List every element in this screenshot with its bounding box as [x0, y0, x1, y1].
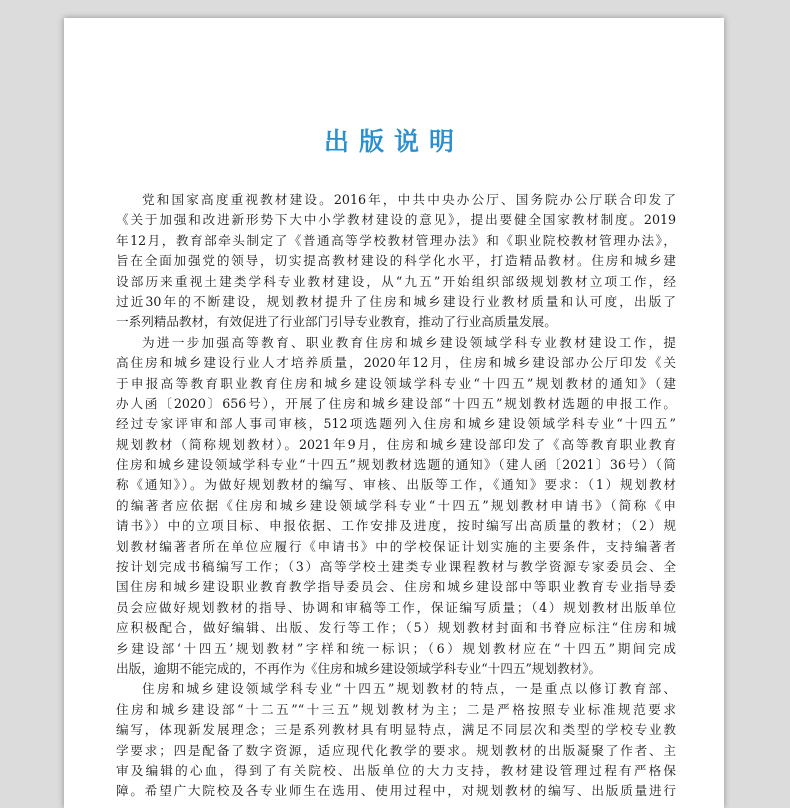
- paragraph-line: 党和国家高度重视教材建设。2016年，中共中央办公厅、国务院办公厅联合印发了: [142, 192, 676, 207]
- paragraph-line: 经过专家评审和部人事司审核，512项选题列入住房和城乡建设领域学科专业“十四五”: [116, 416, 676, 432]
- paragraph-line: 旨在全面加强党的领导，切实提高教材建设的科学化水平，打造精品教材。住房和城乡建: [116, 253, 676, 269]
- paragraph-line: 乡建设部‘十四五’规划教材”字样和统一标识；（6）规划教材应在“十四五”期间完成: [116, 640, 676, 656]
- paragraph-line: 年12月，教育部牵头制定了《普通高等学校教材管理办法》和《职业院校教材管理办法》，: [116, 232, 676, 248]
- paragraph-line: 划教材编著者所在单位应履行《申请书》中的学校保证计划实施的主要条件，支持编著者: [116, 538, 676, 554]
- paragraph-line: 于申报高等教育职业教育住房和城乡建设领域学科专业“十四五”规划教材的通知》（建: [116, 375, 676, 391]
- paragraph-line: 按计划完成书稿编写工作；（3）高等学校土建类专业课程教材与教学资源专家委员会、全: [116, 559, 676, 575]
- paragraph-line: 高住房和城乡建设行业人才培养质量，2020年12月，住房和城乡建设部办公厅印发《关: [116, 355, 676, 371]
- document-page: [64, 18, 724, 808]
- paragraph-line: 《关于加强和改进新形势下大中小学教材建设的意见》，提出要健全国家教材制度。2019: [116, 212, 676, 228]
- paragraph-line: 为进一步加强高等教育、职业教育住房和城乡建设领域学科专业教材建设工作，提: [142, 334, 676, 350]
- paragraph-line: 出版，逾期不能完成的，不再作为《住房和城乡建设领域学科专业“十四五”规划教材》。: [116, 660, 602, 676]
- paragraph-line: 过近30年的不断建设，规划教材提升了住房和城乡建设行业教材质量和认可度，出版了: [116, 293, 676, 309]
- paragraph-line: 国住房和城乡建设职业教育教学指导委员会、住房和城乡建设部中等职业教育专业指导委: [116, 579, 676, 595]
- paragraph-line: 住房和城乡建设领域学科专业“十四五”规划教材选题的通知》（建人函〔2021〕36号）（简: [116, 457, 676, 473]
- paragraph-line: 一系列精品教材，有效促进了行业部门引导专业教育，推动了行业高质量发展。: [116, 314, 557, 330]
- page-title: 出版说明: [323, 127, 464, 156]
- paragraph-line: 住房和城乡建设部“十二五”“十三五”规划教材为主；二是严格按照专业标准规范要求: [116, 701, 676, 717]
- paragraph-line: 障。希望广大院校及各专业师生在选用、使用过程中，对规划教材的编写、出版质量进行: [116, 783, 676, 799]
- paragraph-line: 设部历来重视土建类学科专业教材建设，从“九五”开始组织部级规划教材立项工作，经: [116, 273, 676, 289]
- body-text: [116, 190, 676, 802]
- paragraph-line: 审及编辑的心血，得到了有关院校、出版单位的大力支持，教材建设管理过程有严格保: [116, 762, 676, 778]
- paragraph-line: 应积极配合，做好编辑、出版、发行等工作；（5）规划教材封面和书脊应标注“住房和城: [116, 620, 676, 636]
- paragraph-line: 办人函〔2020〕656号），开展了住房和城乡建设部“十四五”规划教材选题的申报工作。: [116, 395, 676, 411]
- paragraph-line: 员会应做好规划教材的指导、协调和审稿等工作，保证编写质量；（4）规划教材出版单位: [116, 599, 676, 615]
- paragraph-line: 规划教材（简称规划教材）。2021年9月，住房和城乡建设部印发了《高等教育职业教育: [116, 436, 676, 452]
- paragraph-line: 的编著者应依据《住房和城乡建设领域学科专业“十四五”规划教材申请书》（简称《申: [116, 497, 676, 513]
- paragraph-line: 称《通知》）。为做好规划教材的编写、审核、出版等工作，《通知》要求：（1）规划教材: [116, 477, 676, 493]
- paragraph-line: 请书》）中的立项目标、申报依据、工作安排及进度，按时编写出高质量的教材；（2）规: [116, 518, 676, 534]
- paragraph-line: 学要求；四是配备了数字资源，适应现代化教学的要求。规划教材的出版凝聚了作者、主: [116, 742, 676, 758]
- paragraph-line: 编写，体现新发展理念；三是系列教材具有明显特点，满足不同层次和类型的学校专业教: [116, 722, 676, 738]
- paragraph-line: 住房和城乡建设领域学科专业“十四五”规划教材的特点，一是重点以修订教育部、: [142, 681, 676, 697]
